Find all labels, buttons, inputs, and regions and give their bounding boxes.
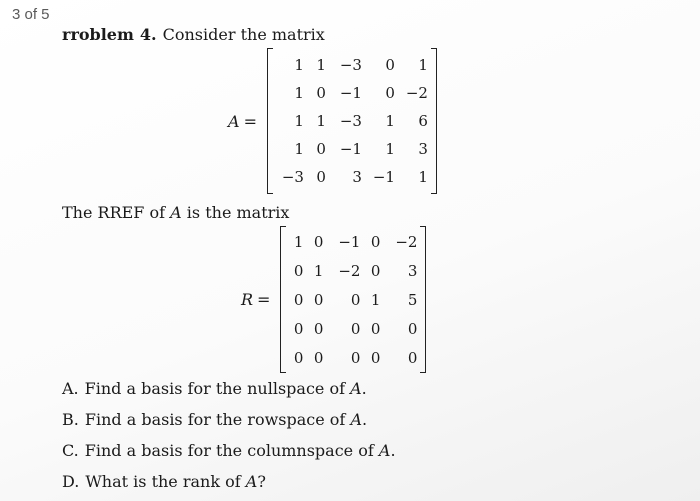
question-letter: D. <box>62 472 80 491</box>
matrix-a-entry: 3 <box>352 168 362 186</box>
question-letter: A. <box>62 379 79 398</box>
matrix-a-entry: −1 <box>372 168 395 186</box>
matrix-a-entry: −2 <box>405 84 428 102</box>
matrix-a-entry: 1 <box>385 112 395 130</box>
matrix-a-name: A <box>228 111 240 131</box>
question-end: . <box>361 379 367 398</box>
problem-label-glyph: r <box>62 25 71 44</box>
matrix-r-entry: 0 <box>293 319 304 338</box>
matrix-a-row <box>276 107 428 135</box>
matrix-r-table <box>289 227 417 372</box>
question-text: Find a basis for the rowspace of <box>84 410 351 429</box>
matrix-a-entry: 1 <box>418 168 428 186</box>
question-var: A <box>245 472 258 491</box>
question-d <box>62 472 266 491</box>
matrix-r-entry: 0 <box>407 348 418 367</box>
matrix-r <box>280 226 426 373</box>
matrix-a-entry: 0 <box>316 140 326 158</box>
matrix-r-entry: 5 <box>407 290 418 309</box>
matrix-r-entry: 0 <box>313 290 324 309</box>
matrix-r-entry: 0 <box>293 290 304 309</box>
matrix-a-entry: 1 <box>385 140 395 158</box>
matrix-r-name: R <box>241 290 254 309</box>
matrix-r-entry: −2 <box>395 232 418 251</box>
question-b <box>62 410 367 429</box>
matrix-a-entry: −3 <box>339 56 362 74</box>
matrix-r-entry: 1 <box>293 232 304 251</box>
matrix-a-entry: 0 <box>385 56 395 74</box>
matrix-a-entry: 1 <box>316 56 326 74</box>
matrix-a-equals: = <box>243 111 257 131</box>
matrix-r-row <box>289 256 417 285</box>
matrix-a-entry: −1 <box>339 84 362 102</box>
matrix-r-entry: 1 <box>313 261 324 280</box>
matrix-a-table <box>276 51 428 191</box>
question-a <box>62 379 367 398</box>
matrix-r-entry: −1 <box>338 232 361 251</box>
question-text: What is the rank of <box>85 472 246 491</box>
matrix-a-label <box>228 112 257 131</box>
matrix-r-row <box>289 314 417 343</box>
matrix-r-entry: 0 <box>350 348 361 367</box>
matrix-a-entry: 1 <box>294 112 304 130</box>
matrix-r-row <box>289 343 417 372</box>
problem-heading <box>62 25 325 44</box>
matrix-a-entry: 1 <box>418 56 428 74</box>
matrix-a-entry: −3 <box>281 168 304 186</box>
matrix-r-entry: 0 <box>350 319 361 338</box>
matrix-r-entry: 0 <box>370 232 381 251</box>
matrix-r-entry: 1 <box>370 290 381 309</box>
matrix-a-entry: 1 <box>294 140 304 158</box>
matrix-r-entry: 0 <box>350 290 361 309</box>
question-letter: C. <box>62 441 79 460</box>
matrix-r-entry: 0 <box>313 319 324 338</box>
matrix-a-entry: −1 <box>339 140 362 158</box>
matrix-r-entry: 0 <box>313 348 324 367</box>
matrix-a-entry: 0 <box>385 84 395 102</box>
matrix-a <box>267 48 437 194</box>
matrix-a-entry: 1 <box>316 112 326 130</box>
matrix-r-entry: 0 <box>293 261 304 280</box>
question-end: . <box>390 441 396 460</box>
problem-number: 4. <box>139 25 157 44</box>
matrix-r-equals: = <box>257 290 271 309</box>
question-var: A <box>378 441 391 460</box>
page-counter: 3 of 5 <box>12 6 50 23</box>
matrix-a-entry: 6 <box>418 112 428 130</box>
matrix-a-row <box>276 79 428 107</box>
question-letter: B. <box>62 410 79 429</box>
matrix-r-entry: 0 <box>293 348 304 367</box>
rref-intro-before: The RREF of <box>62 203 171 222</box>
matrix-r-entry: 0 <box>313 232 324 251</box>
question-c <box>62 441 396 460</box>
matrix-a-entry: 3 <box>418 140 428 158</box>
matrix-r-entry: 0 <box>370 261 381 280</box>
question-end: . <box>362 410 368 429</box>
matrix-r-entry: 0 <box>407 319 418 338</box>
matrix-a-row <box>276 135 428 163</box>
matrix-a-block <box>228 48 437 194</box>
question-var: A <box>350 379 362 398</box>
matrix-a-row <box>276 51 428 79</box>
matrix-a-entry: 1 <box>294 84 304 102</box>
rref-intro <box>62 203 289 222</box>
matrix-r-entry: 0 <box>370 319 381 338</box>
matrix-a-row <box>276 163 428 191</box>
problem-label: roblem <box>70 25 134 44</box>
matrix-a-entry: 1 <box>294 56 304 74</box>
matrix-r-entry: 0 <box>370 348 381 367</box>
matrix-a-entry: 0 <box>316 168 326 186</box>
matrix-a-entry: 0 <box>316 84 326 102</box>
rref-intro-var: A <box>170 203 182 222</box>
matrix-r-entry: 3 <box>407 261 418 280</box>
question-text: Find a basis for the nullspace of <box>84 379 351 398</box>
question-var: A <box>350 410 362 429</box>
matrix-r-label <box>241 290 270 309</box>
matrix-r-block <box>241 226 426 373</box>
problem-text: Consider the matrix <box>162 25 325 44</box>
matrix-r-row <box>289 285 417 314</box>
question-text: Find a basis for the columnspace of <box>84 441 379 460</box>
matrix-r-row <box>289 227 417 256</box>
matrix-r-entry: −2 <box>338 261 361 280</box>
question-end: ? <box>257 472 266 491</box>
matrix-a-entry: −3 <box>339 112 362 130</box>
rref-intro-after: is the matrix <box>181 203 290 222</box>
